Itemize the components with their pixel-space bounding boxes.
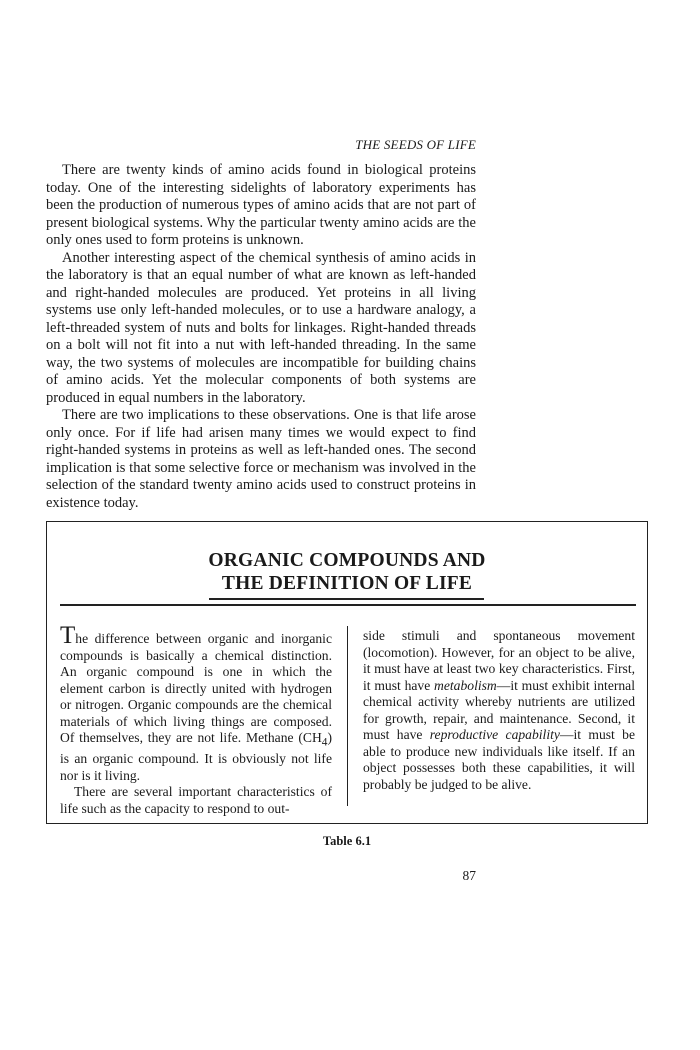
text-run: he difference between organic and inorganic compounds is basically a chemical distinction. An organic compound is one in which the element carbon is directly united with hydrogen or nitrogen. Organic compounds are the chemical materials of which living things are composed. Of themselves, they are not life. Methane (CH xyxy=(60,631,332,745)
right-column xyxy=(363,628,635,793)
box-paragraph: There are several important characteristics of life such as the capacity to respond to out- xyxy=(60,784,332,816)
drop-cap: T xyxy=(60,622,76,649)
text-run: —it must exhibit internal chemical activity whereby nutrients are utilized for growth, repair, and maintenance. Second, it must have xyxy=(363,677,635,742)
text-run: side stimuli and spontaneous movement (locomotion). However, for an object to be alive, it must have at least two key characteristics. First, it must have xyxy=(363,628,635,693)
box-paragraph xyxy=(60,622,332,784)
body-text xyxy=(46,162,476,512)
emphasis: metabolism xyxy=(434,677,497,693)
text-run: ) is an organic compound. It is obviously not life nor is it living. xyxy=(60,730,332,783)
paragraph: There are two implications to these observations. One is that life arose only once. For if life had arisen many times we would expect to find right-handed systems in proteins as well as left-handed ones. The second implication is that some selective force or mechanism was involved in the selection of the standard twenty amino acids used to construct proteins in existence today. xyxy=(46,407,476,511)
running-head: THE SEEDS OF LIFE xyxy=(355,137,476,152)
box-paragraph xyxy=(363,628,635,793)
table-caption: Table 6.1 xyxy=(322,834,372,848)
page-number: 87 xyxy=(462,868,476,883)
column-divider xyxy=(347,626,348,806)
paragraph: There are twenty kinds of amino acids found in biological proteins today. One of the interesting sidelights of laboratory experiments has been the production of numerous types of amino acids that are not part of present biological systems. Why the particular twenty amino acids are the only ones used to form proteins is unknown. xyxy=(46,162,476,248)
paragraph: Another interesting aspect of the chemical synthesis of amino acids in the laboratory is that an equal number of what are known as left-handed and right-handed molecules are produced. Yet proteins in all living systems use only left-handed molecules, or to use a hardware analogy, a left-threaded system of nuts and bolts for linkages. Right-handed threads on a bolt will not fit into a nut with left-handed threading. In the same way, the two systems of molecules are incompatible for building chains of amino acids. Yet the molecular components of both systems are produced in equal numbers in the laboratory. xyxy=(46,249,476,406)
emphasis: reproductive capability xyxy=(429,727,560,742)
box-title-line: ORGANIC COMPOUNDS AND xyxy=(208,550,486,571)
box-title xyxy=(47,549,647,595)
box-title-line: THE DEFINITION OF LIFE xyxy=(221,573,473,594)
section-rule xyxy=(60,604,636,606)
left-column xyxy=(60,622,332,817)
text-run: —it must be able to produce new individuals like itself. If an object possesses both these capabilities, it will probably be judged to be alive. xyxy=(363,727,635,792)
title-rule xyxy=(209,598,484,600)
sidebar-box xyxy=(46,521,648,824)
subscript: 4 xyxy=(321,736,328,749)
